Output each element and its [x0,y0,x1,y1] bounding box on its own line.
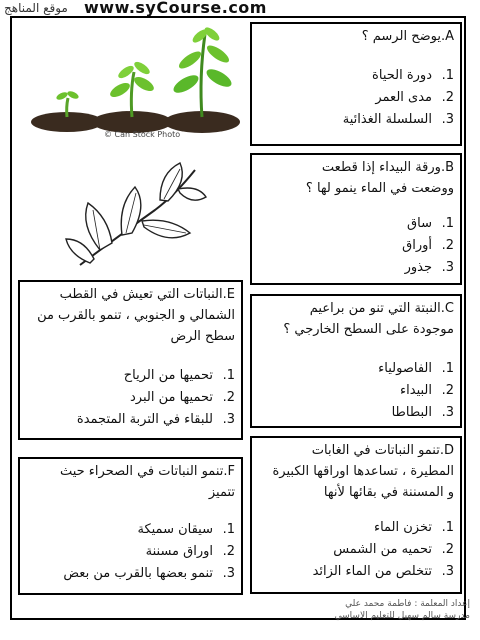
option-f-2[interactable]: 2.اوراق مسننة [145,544,235,559]
option-b-3[interactable]: 3.جذور [404,260,454,275]
site-url[interactable]: www.syCourse.com [84,0,267,17]
question-f-box [18,457,243,595]
page-header [0,0,480,16]
option-d-1[interactable]: 1.تخزن الماء [373,520,454,535]
option-b-1[interactable]: 1.ساق [407,216,454,231]
question-c-options [252,358,460,424]
seedlings-illustration [22,22,242,142]
question-d-options [252,517,460,583]
leaf-illustration [60,155,210,270]
question-a-box [250,22,462,146]
option-f-3[interactable]: 3.تنمو بعضها بالقرب من بعض [63,566,235,581]
option-d-3[interactable]: 3.تتخلص من الماء الزائد [312,564,454,579]
option-c-1[interactable]: 1.الفاصولياء [378,361,454,376]
question-a-text: A.يوضح الرسم ؟ [361,29,454,44]
question-c-text: C.النبتة التي تنو من براعيم موجودة على السطح الخارجي ؟ [283,301,454,337]
option-f-1[interactable]: 1.سيقان سميكة [137,522,235,537]
option-c-3[interactable]: 3.البطاطا [391,405,454,420]
question-f-options [20,519,241,585]
question-e-options [20,365,241,431]
question-e-box [18,280,243,440]
school-name: مدرسة سالم سهيل للتعليم الاساسي [334,611,470,621]
image-credit: © Can Stock Photo [104,130,181,139]
option-e-3[interactable]: 3.للبقاء في التربة المتجمدة [76,412,235,427]
worksheet-footer [280,598,470,622]
teacher-name: إعداد المعلمة : فاطمة محمد علي [345,599,470,609]
option-e-1[interactable]: 1.تحميها من الرياح [123,368,235,383]
question-b-options [252,213,460,279]
question-d-box [250,436,462,594]
option-d-2[interactable]: 2.تحميه من الشمس [333,542,454,557]
option-c-2[interactable]: 2.البيداء [400,383,454,398]
question-f-text: F.تنمو النباتات في الصحراء حيث تتميز [59,464,235,500]
option-a-3[interactable]: 3.السلسلة الغذائية [342,112,454,127]
question-d-text: D.تنمو النباتات في الغابات المطيرة ، تساعدها اوراقها الكبيرة و المسننة في بقائها لأنها [272,443,454,500]
plant-growth-icon [22,22,242,142]
site-name-arabic: موقع المناهج [4,1,68,15]
question-e-text: E.النباتات التي تعيش في القطب الشمالي و الجنوبي ، تنمو بالقرب من سطح الرض [37,287,235,344]
leaf-branch-icon [60,155,210,270]
question-c-box [250,294,462,428]
option-b-2[interactable]: 2.أوراق [402,238,454,253]
option-e-2[interactable]: 2.تحميها من البرد [130,390,235,405]
question-b-box [250,153,462,285]
option-a-1[interactable]: 1.دورة الحياة [372,68,454,83]
question-b-text: B.ورقة البيداء إذا قطعت ووضعت في الماء ينمو لها ؟ [305,160,454,196]
question-a-options [252,65,460,131]
option-a-2[interactable]: 2.مدى العمر [375,90,454,105]
